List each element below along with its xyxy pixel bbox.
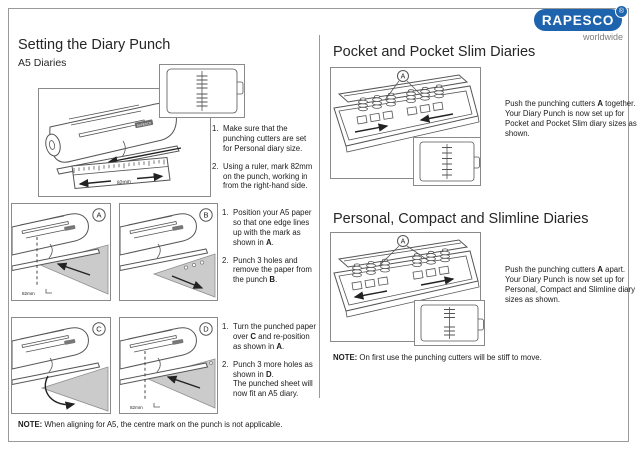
- step-number: 1.: [222, 208, 229, 217]
- instruction-step: [212, 124, 314, 154]
- instructions-block-cd: [222, 322, 318, 407]
- instruction-step: [222, 322, 318, 352]
- punched-hole: [200, 261, 203, 264]
- left-note: [18, 420, 318, 430]
- step-text: Position your A5 paper so that one edge lines up with the mark as shown in A.: [233, 208, 312, 247]
- ruler-dimension-label: 82mm: [116, 178, 132, 187]
- instructions-block-1: [212, 124, 314, 199]
- diagram-letter: A: [400, 73, 406, 81]
- diary-tab: [237, 82, 243, 94]
- punch-body: [120, 214, 196, 255]
- note-text: On first use the punching cutters will be stiff to move.: [357, 353, 542, 362]
- instruction-step: [222, 256, 317, 286]
- panel-letter: A: [96, 210, 102, 220]
- step-text: Make sure that the punching cutters are set for Personal diary size.: [223, 124, 307, 153]
- panel-d-illustration: [119, 317, 218, 414]
- rapesco-logo: [534, 9, 622, 31]
- rapesco-logo-text: RAPESCO: [541, 12, 615, 28]
- column-divider: [319, 35, 320, 398]
- punched-hole: [210, 362, 213, 365]
- note-label: NOTE:: [18, 420, 43, 429]
- panel-letter: C: [96, 324, 102, 334]
- right-note: [333, 353, 625, 363]
- step-text: Punch 3 holes and remove the paper from the punch B.: [233, 255, 312, 285]
- instruction-step: [212, 162, 314, 192]
- punch-brand-text: RAPESCO: [136, 120, 152, 128]
- instruction-step: [222, 208, 317, 248]
- a5-diary-illustration: [159, 64, 245, 118]
- section1-title: Pocket and Pocket Slim Diaries: [333, 44, 536, 60]
- note-text: When aligning for A5, the centre mark on the punch is not applicable.: [42, 420, 283, 429]
- note-label: NOTE:: [333, 353, 358, 362]
- step-number: 2.: [222, 255, 229, 265]
- instructions-block-ab: [222, 208, 317, 293]
- personal-diary-illustration: [414, 300, 485, 346]
- panel-letter: D: [203, 324, 209, 334]
- punch-body: [12, 328, 88, 369]
- step-text: Punch 3 more holes as shown in D. The punched sheet will now fit an A5 diary.: [233, 359, 313, 399]
- diary-tab: [478, 319, 484, 330]
- step-text: Turn the punched paper over C and re-position as shown in A.: [233, 322, 316, 351]
- punch-body: [12, 214, 88, 255]
- punch-body: [120, 328, 196, 369]
- left-section-subtitle: A5 Diaries: [18, 57, 67, 69]
- punched-hole: [192, 263, 195, 266]
- section1-text: Push the punching cutters A together. Your Diary Punch is now set up for Pocket and Pocket Slim diary sizes as shown.: [505, 99, 637, 138]
- instruction-step: [222, 360, 318, 400]
- section2-title: Personal, Compact and Slimline Diaries: [333, 211, 589, 227]
- dimension-label: 82mm: [130, 405, 143, 410]
- diagram-letter: A: [400, 238, 406, 246]
- panel-c-illustration: [11, 317, 111, 414]
- step-number: 2.: [212, 161, 219, 171]
- dimension-label: 82mm: [22, 291, 35, 296]
- diary-tab: [474, 157, 480, 168]
- punched-hole: [184, 266, 187, 269]
- pocket-diary-illustration: [413, 137, 481, 186]
- step-number: 1.: [212, 124, 219, 133]
- left-section-title: Setting the Diary Punch: [18, 37, 171, 53]
- panel-letter: B: [203, 210, 209, 220]
- step-text: Using a ruler, mark 82mm on the punch, working in from the right-hand side.: [223, 161, 313, 191]
- panel-b-illustration: [119, 203, 218, 301]
- section2-text: Push the punching cutters A apart. Your Diary Punch is now set up for Personal, Compact and Slimline diary sizes as shown.: [505, 265, 636, 304]
- panel-a-illustration: [11, 203, 111, 301]
- registered-trademark-icon: ®: [615, 5, 628, 18]
- logo-tagline: worldwide: [582, 32, 623, 42]
- step-number: 2.: [222, 359, 229, 369]
- step-number: 1.: [222, 322, 229, 331]
